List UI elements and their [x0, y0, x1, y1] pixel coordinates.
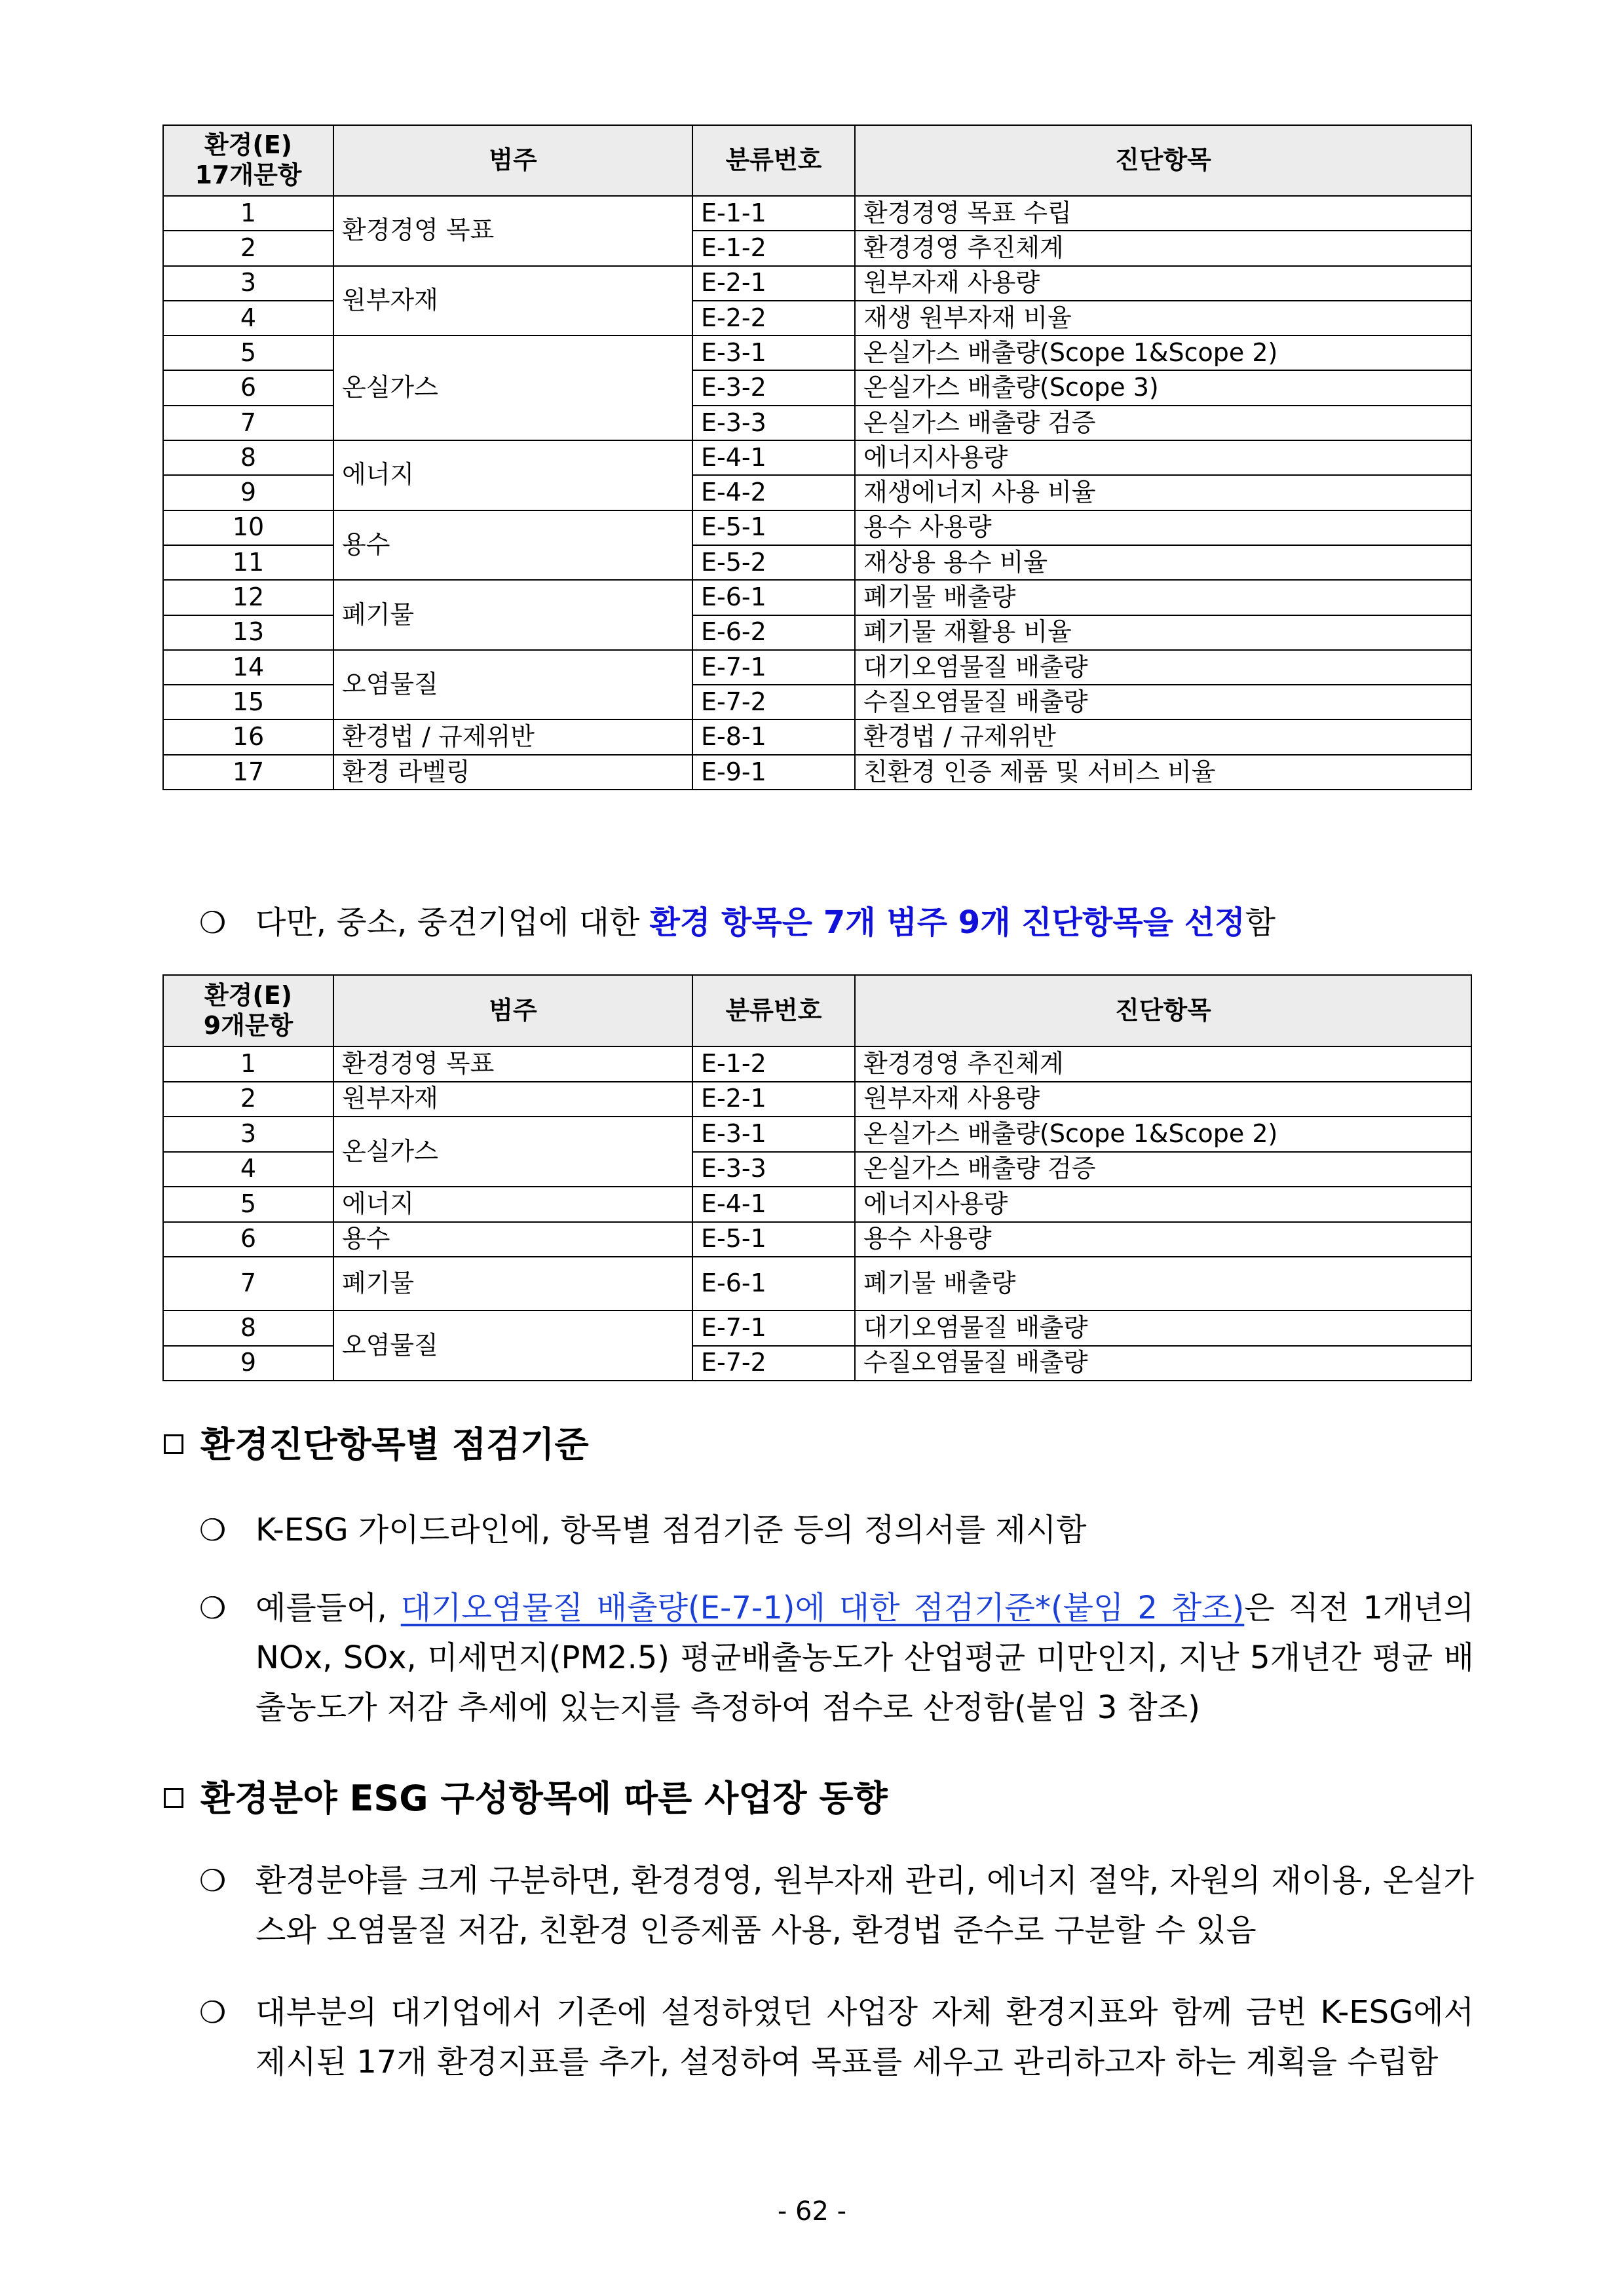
row-number: 15: [163, 685, 333, 719]
row-code: E-6-1: [692, 1257, 855, 1311]
paragraph-suffix: 은 직전 1개년의 NOx, SOx, 미세먼지(PM2.5) 평균배출농도가 산업평균 미만인지, 지난 5개년간 평균 배출농도가 저감 추세에 있는지를 측정하여 점수로 산정함(붙임 3 참조): [255, 1590, 1474, 1726]
paragraph-text: 대부분의 대기업에서 기존에 설정하였던 사업장 자체 환경지표와 함께 금번 K-ESG에서 제시된 17개 환경지표를 추가, 설정하여 목표를 세우고 관리하고자 하는 계획을 수립함: [255, 1994, 1474, 2080]
row-code: E-2-1: [692, 266, 855, 301]
row-item: 온실가스 배출량(Scope 1&Scope 2): [855, 335, 1471, 370]
table-header-row: [163, 975, 1471, 1046]
row-item: 에너지사용량: [855, 1187, 1471, 1222]
row-item: 폐기물 배출량: [855, 1257, 1471, 1311]
row-number: 7: [163, 406, 333, 440]
row-number: 17: [163, 755, 333, 790]
row-number: 10: [163, 510, 333, 545]
table-row: [163, 510, 1471, 545]
row-code: E-7-1: [692, 1311, 855, 1346]
header-item-count: 환경(E) 17개문항: [163, 125, 333, 196]
row-category: 오염물질: [333, 1311, 692, 1381]
row-code: E-1-2: [692, 1046, 855, 1082]
row-category: 오염물질: [333, 650, 692, 720]
row-code: E-1-2: [692, 231, 855, 265]
row-number: 14: [163, 650, 333, 685]
row-item: 용수 사용량: [855, 1222, 1471, 1257]
square-bullet-icon: [164, 1788, 183, 1808]
row-code: E-7-2: [692, 685, 855, 719]
row-number: 13: [163, 615, 333, 650]
table-row: [163, 755, 1471, 790]
row-category: 용수: [333, 1222, 692, 1257]
table-row: [163, 719, 1471, 754]
row-code: E-5-2: [692, 545, 855, 580]
row-number: 5: [163, 1187, 333, 1222]
row-number: 4: [163, 1152, 333, 1187]
row-item: 재생에너지 사용 비율: [855, 475, 1471, 510]
row-item: 재상용 용수 비율: [855, 545, 1471, 580]
row-category: 온실가스: [333, 1117, 692, 1187]
environment-9-items-table: [162, 974, 1472, 1381]
row-code: E-1-1: [692, 196, 855, 231]
row-category: 용수: [333, 510, 692, 581]
table-row: [163, 580, 1471, 615]
row-category: 온실가스: [333, 335, 692, 440]
bullet-circle-icon: ❍: [199, 1995, 227, 2030]
row-category: 환경경영 목표: [333, 196, 692, 266]
row-item: 대기오염물질 배출량: [855, 1311, 1471, 1346]
row-number: 12: [163, 580, 333, 615]
sme-note-suffix: 함: [1245, 904, 1275, 941]
section-heading-trends: [164, 1772, 888, 1825]
row-code: E-7-2: [692, 1346, 855, 1381]
row-number: 9: [163, 1346, 333, 1381]
row-number: 5: [163, 335, 333, 370]
paragraph-text: K-ESG 가이드라인에, 항목별 점검기준 등의 정의서를 제시함: [255, 1512, 1087, 1548]
row-item: 환경경영 추진체계: [855, 231, 1471, 265]
row-item: 친환경 인증 제품 및 서비스 비율: [855, 755, 1471, 790]
section-heading-criteria: [164, 1419, 589, 1471]
sme-note-paragraph: [199, 898, 1474, 947]
row-number: 11: [163, 545, 333, 580]
row-number: 1: [163, 196, 333, 231]
bullet-circle-icon: ❍: [199, 1590, 227, 1626]
paragraph-prefix: 예를들어,: [255, 1590, 401, 1626]
row-number: 8: [163, 440, 333, 475]
row-number: 6: [163, 1222, 333, 1257]
row-code: E-3-3: [692, 1152, 855, 1187]
table-row: [163, 440, 1471, 475]
bullet-circle-icon: ❍: [199, 1863, 227, 1898]
table-row: [163, 266, 1471, 301]
row-code: E-6-2: [692, 615, 855, 650]
row-code: E-9-1: [692, 755, 855, 790]
row-category: 환경법 / 규제위반: [333, 719, 692, 754]
row-category: 원부자재: [333, 266, 692, 336]
row-number: 2: [163, 231, 333, 265]
header-diagnosis-item: 진단항목: [855, 975, 1471, 1046]
row-item: 에너지사용량: [855, 440, 1471, 475]
trends-paragraph-2: [199, 1987, 1474, 2087]
row-item: 온실가스 배출량 검증: [855, 406, 1471, 440]
criteria-paragraph-1: [199, 1505, 1474, 1555]
row-number: 7: [163, 1257, 333, 1311]
row-category: 원부자재: [333, 1082, 692, 1117]
square-bullet-icon: [164, 1434, 183, 1454]
row-number: 16: [163, 719, 333, 754]
header-category: 범주: [333, 125, 692, 196]
row-code: E-2-1: [692, 1082, 855, 1117]
table-row: [163, 1222, 1471, 1257]
row-code: E-8-1: [692, 719, 855, 754]
row-item: 환경법 / 규제위반: [855, 719, 1471, 754]
row-code: E-7-1: [692, 650, 855, 685]
row-item: 대기오염물질 배출량: [855, 650, 1471, 685]
row-category: 환경 라벨링: [333, 755, 692, 790]
row-code: E-4-2: [692, 475, 855, 510]
row-item: 환경경영 목표 수립: [855, 196, 1471, 231]
row-item: 온실가스 배출량(Scope 1&Scope 2): [855, 1117, 1471, 1152]
row-code: E-5-1: [692, 510, 855, 545]
row-item: 재생 원부자재 비율: [855, 301, 1471, 335]
row-number: 9: [163, 475, 333, 510]
row-item: 온실가스 배출량 검증: [855, 1152, 1471, 1187]
row-code: E-3-1: [692, 1117, 855, 1152]
sme-note-text: [255, 898, 1474, 947]
table-row: [163, 1046, 1471, 1082]
row-code: E-4-1: [692, 440, 855, 475]
row-number: 1: [163, 1046, 333, 1082]
table-header-row: [163, 125, 1471, 196]
section-title: 환경분야 ESG 구성항목에 따른 사업장 동향: [200, 1778, 888, 1819]
row-number: 8: [163, 1311, 333, 1346]
trends-paragraph-1: [199, 1856, 1474, 1955]
row-item: 원부자재 사용량: [855, 1082, 1471, 1117]
row-code: E-2-2: [692, 301, 855, 335]
header-diagnosis-item: 진단항목: [855, 125, 1471, 196]
row-code: E-3-1: [692, 335, 855, 370]
table-row: [163, 1187, 1471, 1222]
row-number: 3: [163, 1117, 333, 1152]
row-code: E-3-3: [692, 406, 855, 440]
row-code: E-3-2: [692, 370, 855, 405]
row-item: 환경경영 추진체계: [855, 1046, 1471, 1082]
row-item: 수질오염물질 배출량: [855, 685, 1471, 719]
row-item: 폐기물 재활용 비율: [855, 615, 1471, 650]
table-row: [163, 650, 1471, 685]
row-item: 폐기물 배출량: [855, 580, 1471, 615]
row-number: 2: [163, 1082, 333, 1117]
row-code: E-5-1: [692, 1222, 855, 1257]
header-code: 분류번호: [692, 975, 855, 1046]
row-item: 용수 사용량: [855, 510, 1471, 545]
row-category: 폐기물: [333, 1257, 692, 1311]
header-category: 범주: [333, 975, 692, 1046]
header-item-count: 환경(E) 9개문항: [163, 975, 333, 1046]
table-row: [163, 1117, 1471, 1152]
paragraph-text: [255, 1583, 1474, 1732]
row-number: 4: [163, 301, 333, 335]
page-number: - 62 -: [777, 2196, 847, 2227]
table-row: [163, 1311, 1471, 1346]
table-row: [163, 1257, 1471, 1311]
row-item: 수질오염물질 배출량: [855, 1346, 1471, 1381]
row-item: 온실가스 배출량(Scope 3): [855, 370, 1471, 405]
table-row: [163, 335, 1471, 370]
row-category: 폐기물: [333, 580, 692, 650]
table-row: [163, 1082, 1471, 1117]
row-code: E-6-1: [692, 580, 855, 615]
header-code: 분류번호: [692, 125, 855, 196]
row-item: 원부자재 사용량: [855, 266, 1471, 301]
row-code: E-4-1: [692, 1187, 855, 1222]
criteria-reference-link[interactable]: 대기오염물질 배출량(E-7-1)에 대한 점검기준*(붙임 2 참조): [400, 1590, 1245, 1626]
table-row: [163, 196, 1471, 231]
row-category: 환경경영 목표: [333, 1046, 692, 1082]
row-category: 에너지: [333, 1187, 692, 1222]
row-number: 6: [163, 370, 333, 405]
section-title: 환경진단항목별 점검기준: [200, 1424, 589, 1465]
criteria-paragraph-2: [199, 1583, 1474, 1732]
sme-note-prefix: 다만, 중소, 중견기업에 대한: [255, 904, 650, 941]
row-number: 3: [163, 266, 333, 301]
sme-note-highlight: 환경 항목은 7개 범주 9개 진단항목을 선정: [649, 904, 1245, 941]
environment-17-items-table: [162, 124, 1472, 790]
row-category: 에너지: [333, 440, 692, 510]
bullet-circle-icon: ❍: [199, 905, 227, 940]
bullet-circle-icon: ❍: [199, 1512, 227, 1548]
paragraph-text: 환경분야를 크게 구분하면, 환경경영, 원부자재 관리, 에너지 절약, 자원의 재이용, 온실가스와 오염물질 저감, 친환경 인증제품 사용, 환경법 준수로 구분할 수 있음: [255, 1862, 1474, 1949]
